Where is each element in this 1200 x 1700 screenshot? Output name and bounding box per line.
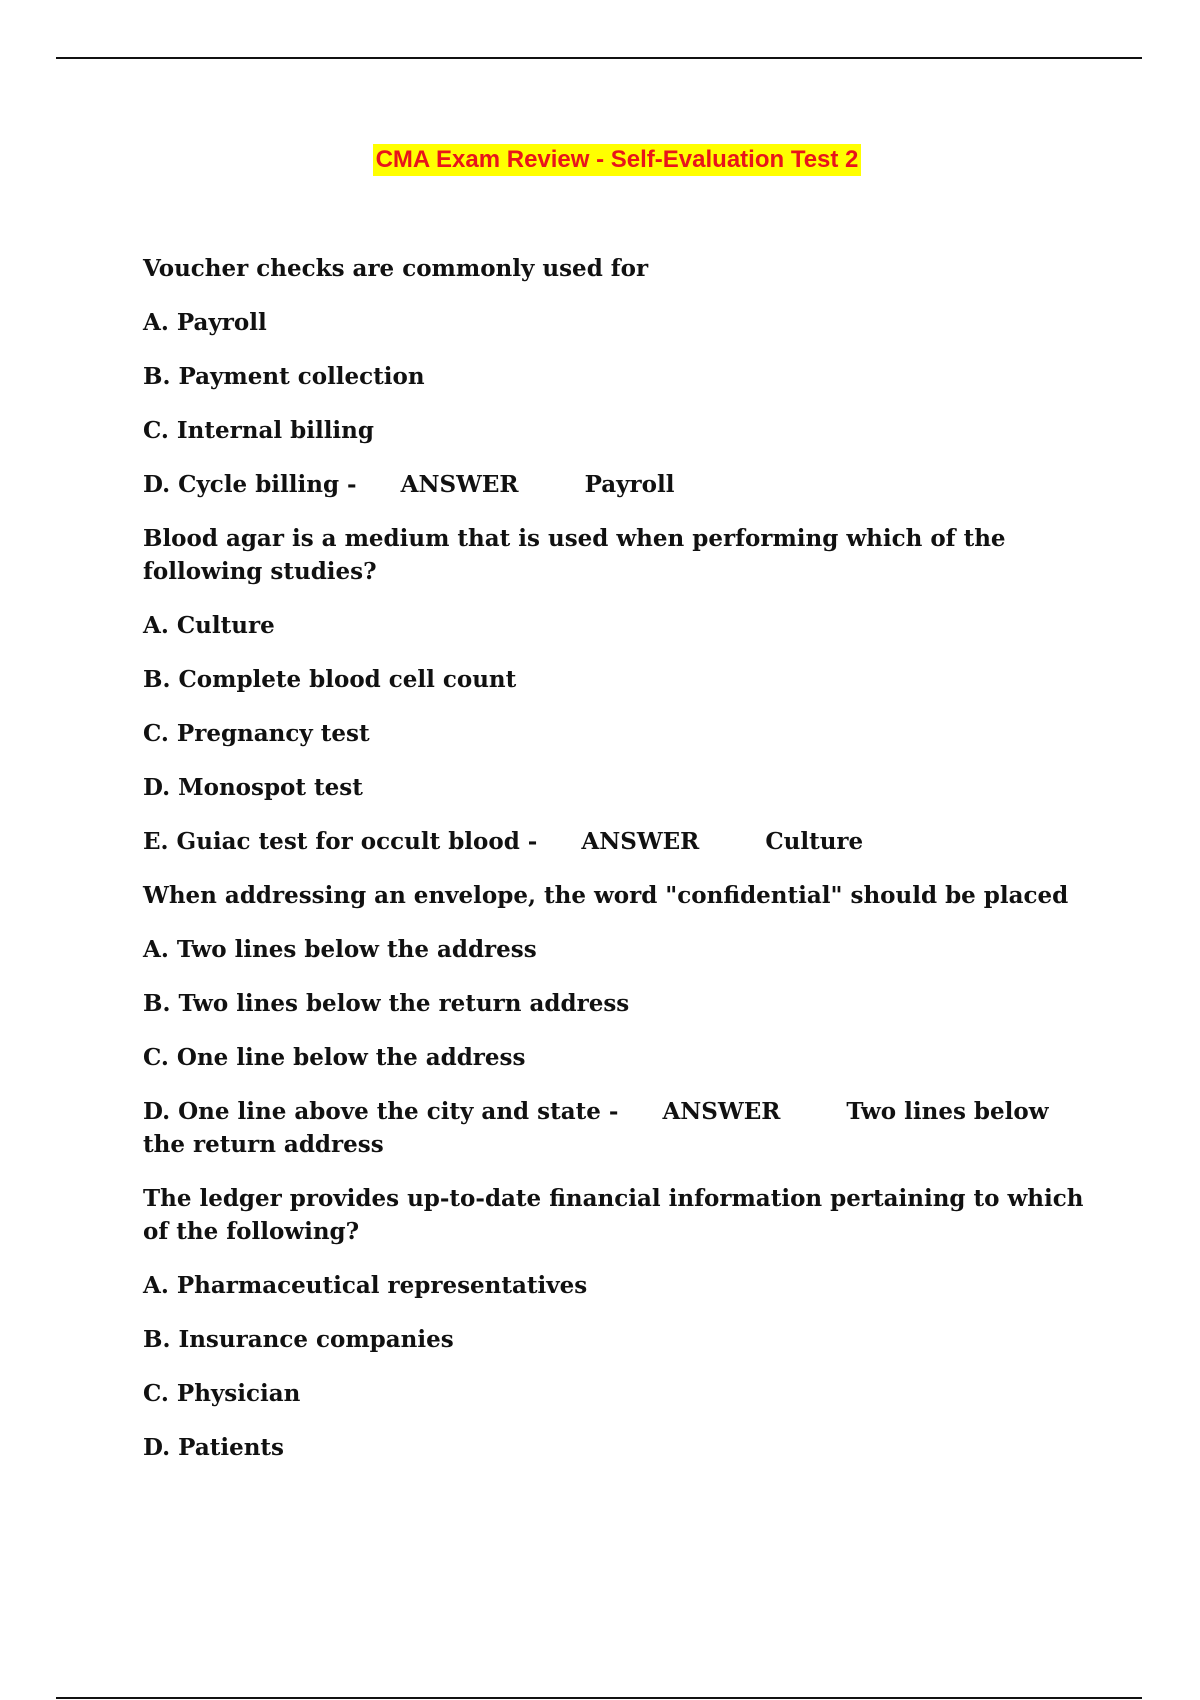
answer-option-with-key bbox=[143, 825, 1093, 858]
answer-label: ANSWER bbox=[662, 1098, 781, 1125]
answer-option: C. Physician bbox=[143, 1380, 301, 1407]
answer-label: ANSWER bbox=[400, 471, 519, 498]
question-prompt: When addressing an envelope, the word "confidential" should be placed bbox=[143, 882, 1069, 909]
answer-option: A. Pharmaceutical representatives bbox=[143, 1272, 588, 1299]
answer-option: B. Complete blood cell count bbox=[143, 666, 517, 693]
question-prompt: The ledger provides up-to-date financial information pertaining to which of the following? bbox=[143, 1185, 1084, 1245]
answer-option: D. Monospot test bbox=[143, 774, 363, 801]
answer-option: A. Payroll bbox=[143, 309, 267, 336]
answer-label: ANSWER bbox=[581, 828, 700, 855]
answer-option-with-key bbox=[143, 1095, 1093, 1161]
question-block bbox=[143, 522, 1093, 858]
answer-option: A. Culture bbox=[143, 612, 275, 639]
answer-option: B. Insurance companies bbox=[143, 1326, 454, 1353]
correct-answer: Culture bbox=[765, 828, 864, 855]
answer-option: D. Patients bbox=[143, 1434, 285, 1461]
answer-option: C. Pregnancy test bbox=[143, 720, 370, 747]
answer-option: C. Internal billing bbox=[143, 417, 374, 444]
answer-option-text: D. One line above the city and state - bbox=[143, 1098, 619, 1125]
question-block bbox=[143, 1182, 1093, 1464]
question-prompt: Voucher checks are commonly used for bbox=[143, 255, 649, 282]
title-container bbox=[0, 144, 1200, 176]
answer-option-text: D. Cycle billing - bbox=[143, 471, 357, 498]
answer-option-text: E. Guiac test for occult blood - bbox=[143, 828, 538, 855]
question-block bbox=[143, 252, 1093, 501]
answer-option: A. Two lines below the address bbox=[143, 936, 537, 963]
question-prompt: Blood agar is a medium that is used when performing which of the following studies? bbox=[143, 525, 1006, 585]
answer-option-with-key bbox=[143, 468, 1093, 501]
bottom-rule bbox=[56, 1697, 1142, 1699]
correct-answer: Two lines below the return address bbox=[143, 1098, 1049, 1158]
answer-option: B. Two lines below the return address bbox=[143, 990, 630, 1017]
correct-answer: Payroll bbox=[584, 471, 675, 498]
top-rule bbox=[56, 57, 1142, 59]
answer-option: B. Payment collection bbox=[143, 363, 425, 390]
question-block bbox=[143, 879, 1093, 1161]
question-list bbox=[143, 252, 1093, 1485]
answer-option: C. One line below the address bbox=[143, 1044, 526, 1071]
document-title: CMA Exam Review - Self-Evaluation Test 2 bbox=[373, 144, 862, 176]
